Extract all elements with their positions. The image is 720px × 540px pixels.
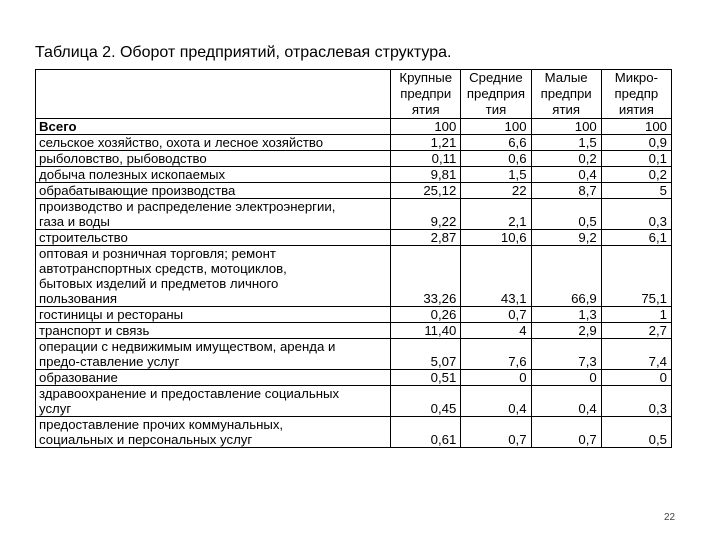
value-cell: 0,11 [391, 151, 461, 167]
value-cell: 0,2 [531, 151, 601, 167]
column-header-line: предпри [400, 86, 452, 101]
row-label-line: рыболовство, рыбоводство [39, 151, 207, 166]
row-label [36, 339, 391, 370]
value-cell: 0 [601, 370, 671, 386]
value-cell: 0,3 [601, 199, 671, 230]
row-label-line: оптовая и розничная торговля; ремонт [39, 246, 276, 261]
value-cell: 0,1 [601, 151, 671, 167]
value-cell: 1,21 [391, 135, 461, 151]
table-row [36, 151, 672, 167]
column-header [601, 70, 671, 119]
value-cell: 0,5 [531, 199, 601, 230]
row-label-line: Всего [39, 119, 77, 134]
row-label [36, 386, 391, 417]
value-cell: 0,9 [601, 135, 671, 151]
value-cell: 7,4 [601, 339, 671, 370]
value-cell: 2,1 [461, 199, 531, 230]
value-cell: 0,2 [601, 167, 671, 183]
column-header [531, 70, 601, 119]
row-label-line: обрабатывающие производства [39, 183, 236, 198]
row-label [36, 135, 391, 151]
value-cell: 0,4 [531, 167, 601, 183]
value-cell: 66,9 [531, 246, 601, 307]
column-header-line: Крупные [399, 70, 453, 85]
value-cell: 6,6 [461, 135, 531, 151]
table-row [36, 323, 672, 339]
table-body [36, 70, 672, 448]
page-number: 22 [664, 512, 676, 523]
column-header [461, 70, 531, 119]
value-cell: 22 [461, 183, 531, 199]
row-label-line: пользования [39, 291, 117, 306]
row-label-line: социальных и персональных услуг [39, 432, 253, 447]
value-cell: 0 [461, 370, 531, 386]
table-row [36, 307, 672, 323]
row-label [36, 307, 391, 323]
column-header [391, 70, 461, 119]
value-cell: 5,07 [391, 339, 461, 370]
table-row [36, 370, 672, 386]
column-header-line: ятия [411, 102, 440, 117]
value-cell: 9,22 [391, 199, 461, 230]
column-header-line: Средние [469, 70, 523, 85]
value-cell: 4 [461, 323, 531, 339]
column-header-line: тия [485, 102, 507, 117]
value-cell: 1,5 [531, 135, 601, 151]
table-row [36, 199, 672, 230]
column-header-line: Микро- [614, 70, 658, 85]
value-cell: 100 [391, 119, 461, 135]
value-cell: 0,51 [391, 370, 461, 386]
row-label [36, 370, 391, 386]
row-label-line: предоставление прочих коммунальных, [39, 417, 284, 432]
value-cell: 0,45 [391, 386, 461, 417]
table-title: Таблица 2. Оборот предприятий, отраслевая структура. [35, 44, 452, 61]
column-header-line: предприя [466, 86, 526, 101]
table-row [36, 119, 672, 135]
value-cell: 0,3 [601, 386, 671, 417]
value-cell: 100 [461, 119, 531, 135]
row-label [36, 167, 391, 183]
row-label-line: газа и воды [39, 214, 110, 229]
value-cell: 0,7 [531, 417, 601, 448]
value-cell: 0,4 [461, 386, 531, 417]
row-label-line: услуг [39, 401, 72, 416]
row-label [36, 119, 391, 135]
column-header-line: ятия [552, 102, 580, 117]
value-cell: 1,5 [461, 167, 531, 183]
value-cell: 2,9 [531, 323, 601, 339]
row-label-line: автотранспортных средств, мотоциклов, [39, 261, 287, 276]
column-header-line: предпри [540, 86, 592, 101]
header-empty-cell [36, 70, 391, 119]
value-cell: 7,3 [531, 339, 601, 370]
value-cell: 2,87 [391, 230, 461, 246]
value-cell: 5 [601, 183, 671, 199]
value-cell: 11,40 [391, 323, 461, 339]
table-row [36, 339, 672, 370]
row-label [36, 230, 391, 246]
row-label [36, 183, 391, 199]
value-cell: 0 [531, 370, 601, 386]
value-cell: 0,4 [531, 386, 601, 417]
row-label-line: предо-ставление услуг [39, 354, 180, 369]
row-label [36, 246, 391, 307]
value-cell: 0,61 [391, 417, 461, 448]
table-row [36, 386, 672, 417]
value-cell: 75,1 [601, 246, 671, 307]
header-row [36, 70, 672, 119]
row-label [36, 417, 391, 448]
row-label-line: образование [39, 370, 118, 385]
column-header-line: предпр [614, 86, 659, 101]
table-row [36, 135, 672, 151]
table-row [36, 230, 672, 246]
column-header-line: Малые [544, 70, 588, 85]
row-label-line: операции с недвижимым имуществом, аренда и [39, 339, 336, 354]
column-header-line: иятия [618, 102, 654, 117]
value-cell: 7,6 [461, 339, 531, 370]
row-label [36, 199, 391, 230]
value-cell: 100 [531, 119, 601, 135]
value-cell: 10,6 [461, 230, 531, 246]
value-cell: 43,1 [461, 246, 531, 307]
value-cell: 25,12 [391, 183, 461, 199]
row-label-line: добыча полезных ископаемых [39, 167, 226, 182]
value-cell: 1 [601, 307, 671, 323]
row-label-line: бытовых изделий и предметов личного [39, 276, 279, 291]
value-cell: 100 [601, 119, 671, 135]
row-label-line: гостиницы и рестораны [39, 307, 184, 322]
value-cell: 33,26 [391, 246, 461, 307]
row-label-line: производство и распределение электроэнергии, [39, 199, 336, 214]
table-row [36, 167, 672, 183]
table-row [36, 183, 672, 199]
row-label [36, 323, 391, 339]
row-label-line: строительство [39, 230, 128, 245]
table-row [36, 417, 672, 448]
value-cell: 8,7 [531, 183, 601, 199]
row-label-line: здравоохранение и предоставление социальных [39, 386, 340, 401]
value-cell: 0,6 [461, 151, 531, 167]
value-cell: 0,7 [461, 417, 531, 448]
row-label-line: транспорт и связь [39, 323, 150, 338]
value-cell: 0,5 [601, 417, 671, 448]
value-cell: 9,2 [531, 230, 601, 246]
value-cell: 6,1 [601, 230, 671, 246]
value-cell: 9,81 [391, 167, 461, 183]
turnover-table [35, 69, 672, 448]
table-row [36, 246, 672, 307]
value-cell: 1,3 [531, 307, 601, 323]
row-label [36, 151, 391, 167]
value-cell: 0,26 [391, 307, 461, 323]
value-cell: 2,7 [601, 323, 671, 339]
value-cell: 0,7 [461, 307, 531, 323]
row-label-line: сельское хозяйство, охота и лесное хозяйство [39, 135, 324, 150]
